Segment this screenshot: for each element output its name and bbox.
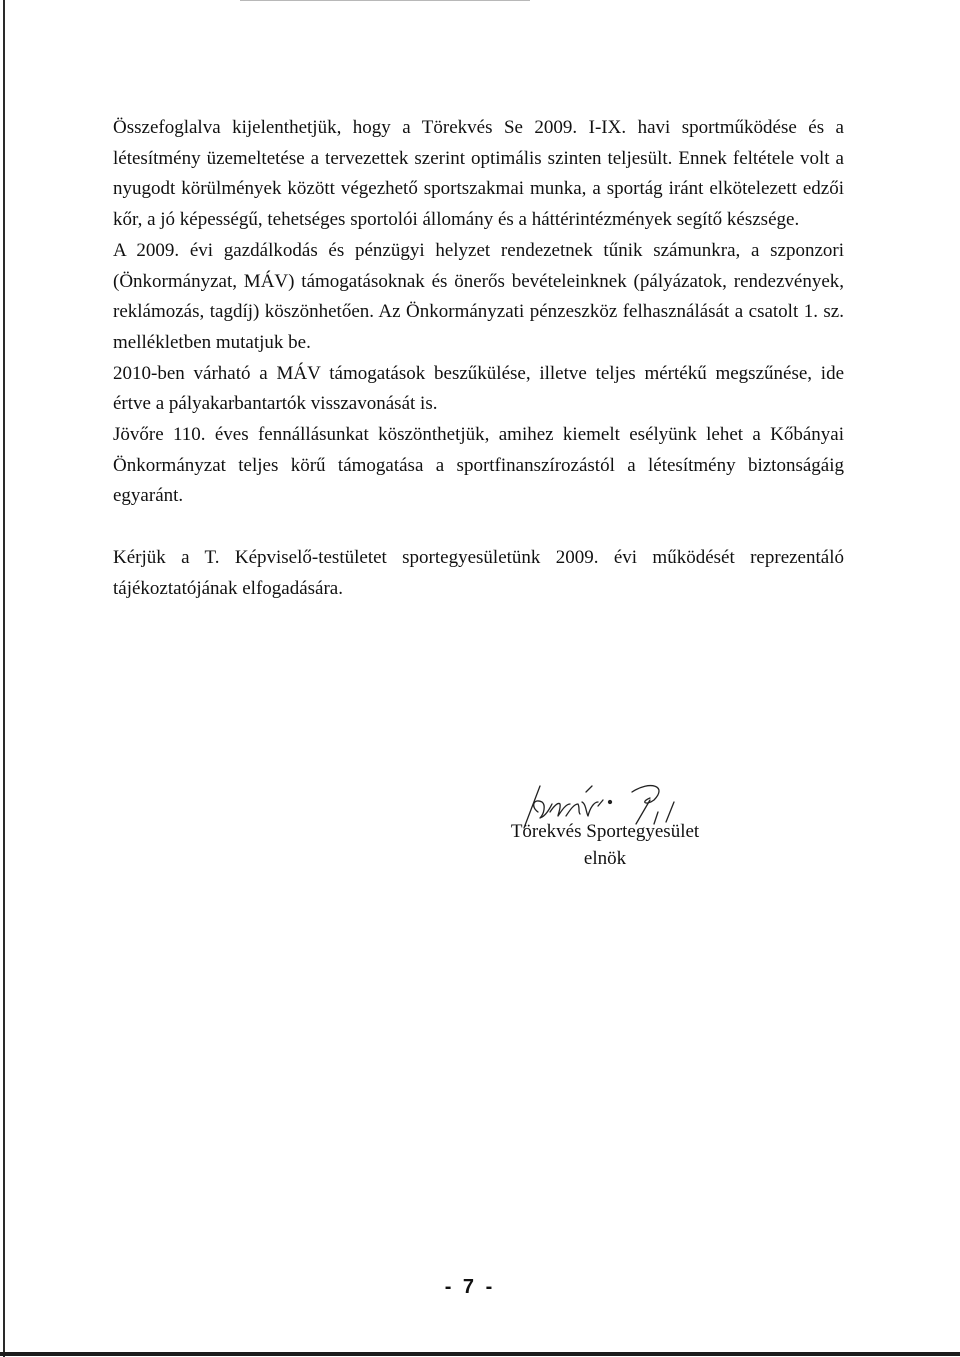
request-paragraph: Kérjük a T. Képviselő-testületet sportegyesületünk 2009. évi működését reprezentáló tájékoztatójának elfogadására. [113,547,844,599]
anniversary-paragraph: Jövőre 110. éves fennállásunkat köszönthetjük, amihez kiemelt esélyünk lehet a Kőbányai Önkormányzat teljes körű támogatása a sportfinanszírozástól a létesítmény biztonságáig egyaránt. [113,424,844,507]
outlook-paragraph: 2010-ben várható a MÁV támogatások beszűkülése, illetve teljes mértékű megszűnése, ide értve a pályakarbantartók visszavonását is. [113,362,844,415]
document-body [113,113,844,605]
finance-paragraph: A 2009. évi gazdálkodás és pénzügyi helyzet rendezetnek tűnik számunkra, a szponzori (Önkormányzat, MÁV) támogatásoknak és önerős bevételeinknek (pályázatok, rendezvények, reklámozás, tagdíj) köszönhetően. Az Önkormányzati pénzeszköz felhasználását a csatolt 1. sz. mellékletben mutatjuk be. [113,239,844,353]
signer-organization: Törekvés Sportegyesület [510,821,700,842]
signature-block [470,818,740,872]
scan-edge-bottom [0,1352,960,1356]
summary-paragraph: Összefoglalva kijelenthetjük, hogy a Törekvés Se 2009. I-IX. havi sportműködése és a létesítmény üzemeltetése a tervezettek szerint optimális szinten teljesült. Ennek feltétele volt a nyugodt körülmények között végezhető sportszakmai munka, a sportág iránt elkötelezett edzői kőr, a jó képességű, tehetséges sportolói állomány és a háttérintézmények segítő készsége. [113,117,844,231]
scan-edge-left [3,0,5,1357]
page-number: - 7 - [444,1276,496,1298]
signer-title: elnök [583,848,627,869]
scan-edge-top [240,0,530,1]
